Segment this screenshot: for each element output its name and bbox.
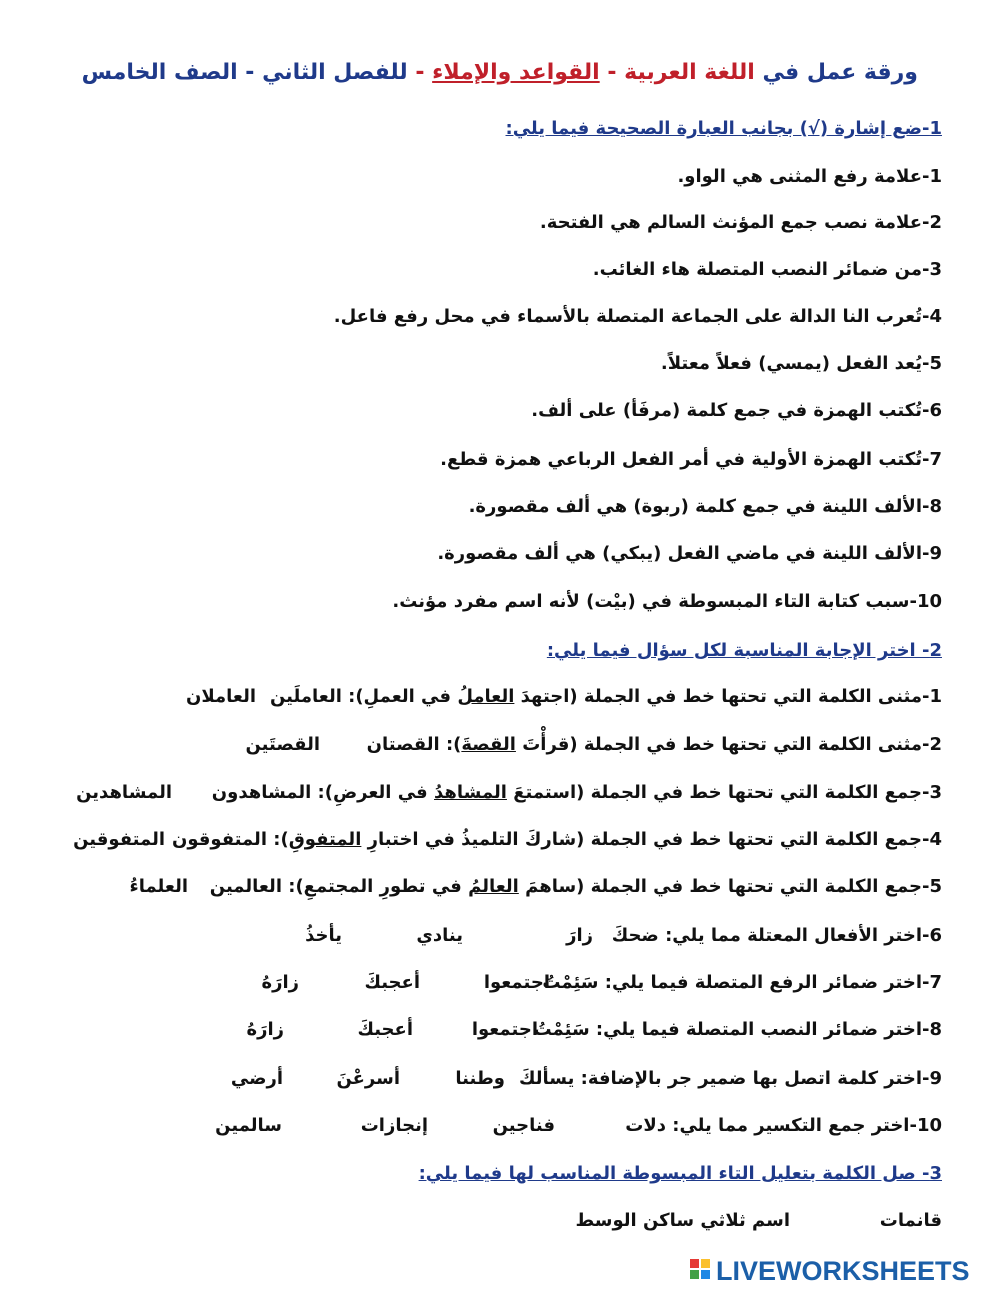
- s2-q4-pre: 4-جمع الكلمة التي تحتها خط في الجملة (شاركَ التلميذُ في اختبارِ: [361, 829, 942, 850]
- s2-q4-option[interactable]: المتفوقين: [73, 829, 165, 850]
- s2-q7-option-3[interactable]: زارَهُ: [261, 972, 299, 993]
- title-part-1: ورقة عمل في: [754, 60, 918, 85]
- s2-q4-post[interactable]: ): المتفوقون: [171, 829, 289, 850]
- liveworksheets-logo: [690, 1256, 990, 1286]
- title-separator-1: -: [599, 60, 625, 85]
- s2-q7-option-2[interactable]: أعجبكَ: [364, 972, 420, 993]
- s1-statement-7[interactable]: 7-تُكتب الهمزة الأولية في أمر الفعل الرباعي همزة قطع.: [440, 449, 942, 470]
- s2-question-3: [212, 782, 942, 803]
- s1-statement-6[interactable]: 6-تُكتب الهمزة في جمع كلمة (مرفَأ) على ألف.: [531, 400, 942, 421]
- section-1-heading: 1-ضع إشارة (√) بجانب العبارة الصحيحة فيما يلي:: [505, 118, 942, 139]
- s2-q9-option-1[interactable]: وطننا: [455, 1068, 505, 1089]
- s2-q10-option-2[interactable]: إنجازات: [360, 1115, 428, 1136]
- liveworksheets-logo-icon: [690, 1259, 712, 1283]
- s1-statement-10[interactable]: 10-سبب كتابة التاء المبسوطة في (بيْت) لأنه اسم مفرد مؤنث.: [392, 591, 942, 612]
- title-separator-2: -: [407, 60, 433, 85]
- s1-statement-2[interactable]: 2-علامة نصب جمع المؤنث السالم هي الفتحة.: [539, 212, 942, 233]
- worksheet-title: [82, 60, 918, 85]
- s2-q10-option-1[interactable]: فناجين: [492, 1115, 555, 1136]
- section-3-heading: 3- صل الكلمة بتعليل التاء المبسوطة المناسب لها فيما يلي:: [418, 1163, 942, 1184]
- s2-q8-option-2[interactable]: أعجبكَ: [357, 1019, 413, 1040]
- s2-q1-post[interactable]: في العملِ): العاملَين: [269, 686, 458, 707]
- s2-q4-underlined: المتفوقِ: [288, 829, 362, 850]
- liveworksheets-logo-text: LIVEWORKSHEETS: [716, 1255, 970, 1286]
- s3-reason[interactable]: اسم ثلاثي ساكن الوسط: [575, 1210, 790, 1231]
- s2-q3-option[interactable]: المشاهدين: [76, 782, 172, 803]
- s3-word[interactable]: قانمات: [879, 1210, 942, 1231]
- s2-q6-option-1[interactable]: زارَ: [566, 925, 593, 946]
- s2-q5-post[interactable]: في تطورِ المجتمعِ): العالمين: [209, 876, 469, 897]
- s2-q6-option-3[interactable]: يأخذُ: [305, 925, 342, 946]
- s2-q2-underlined: القصةَ: [461, 734, 516, 755]
- s2-q5-option[interactable]: العلماءُ: [129, 876, 188, 897]
- s1-statement-1[interactable]: 1-علامة رفع المثنى هي الواو.: [677, 166, 942, 187]
- s1-statement-3[interactable]: 3-من ضمائر النصب المتصلة هاء الغائب.: [592, 259, 942, 280]
- s1-statement-9[interactable]: 9-الألف اللينة في ماضي الفعل (يبكي) هي ألف مقصورة.: [437, 543, 942, 564]
- s1-statement-4[interactable]: 4-تُعرب النا الدالة على الجماعة المتصلة بالأسماء في محل رفع فاعل.: [333, 306, 942, 327]
- s1-statement-8[interactable]: 8-الألف اللينة في جمع كلمة (ربوة) هي ألف مقصورة.: [468, 496, 942, 517]
- s2-q7-option-1[interactable]: اجتمعوا: [483, 972, 550, 993]
- title-subject: اللغة العربية: [624, 60, 755, 85]
- s2-q5-pre: 5-جمع الكلمة التي تحتها خط في الجملة (ساهمَ: [518, 876, 942, 897]
- s2-q6-option-2[interactable]: ينادي: [416, 925, 463, 946]
- s2-q2-option[interactable]: القصتَين: [245, 734, 320, 755]
- s2-q8-option-1[interactable]: اجتمعوا: [471, 1019, 538, 1040]
- s2-question-10[interactable]: 10-اختر جمع التكسير مما يلي: دلات: [625, 1115, 942, 1136]
- s2-question-4: [172, 829, 942, 850]
- s2-q1-option[interactable]: العاملان: [185, 686, 256, 707]
- s2-q1-underlined: العاملُ: [457, 686, 515, 707]
- s2-q1-pre: 1-مثنى الكلمة التي تحتها خط في الجملة (اجتهدَ: [514, 686, 942, 707]
- s2-q2-pre: 2-مثنى الكلمة التي تحتها خط في الجملة (قرأْتَ: [515, 734, 942, 755]
- s2-q2-post[interactable]: ): القصتان: [366, 734, 462, 755]
- s2-q10-option-3[interactable]: سالمين: [215, 1115, 282, 1136]
- s2-question-2: [367, 734, 942, 755]
- s2-q3-post[interactable]: في العرضِ): المشاهدون: [211, 782, 434, 803]
- s2-question-9[interactable]: 9-اختر كلمة اتصل بها ضمير جر بالإضافة: يسألكَ: [519, 1068, 942, 1089]
- s2-q9-option-3[interactable]: أرضي: [230, 1068, 283, 1089]
- section-2-heading: 2- اختر الإجابة المناسبة لكل سؤال فيما يلي:: [546, 640, 942, 661]
- s2-question-6[interactable]: 6-اختر الأفعال المعتلة مما يلي: ضحكَ: [611, 925, 942, 946]
- s2-q9-option-2[interactable]: أسرعْنَ: [336, 1068, 400, 1089]
- s2-q3-underlined: المشاهدُ: [434, 782, 507, 803]
- s2-question-1: [270, 686, 942, 707]
- s2-q3-pre: 3-جمع الكلمة التي تحتها خط في الجملة (استمتعَ: [506, 782, 942, 803]
- s2-q5-underlined: العالمُ: [468, 876, 519, 897]
- s2-q8-option-3[interactable]: زارَهُ: [246, 1019, 284, 1040]
- s2-question-8[interactable]: 8-اختر ضمائر النصب المتصلة فيما يلي: سَئِمْتُ: [533, 1019, 942, 1040]
- s2-question-7[interactable]: 7-اختر ضمائر الرفع المتصلة فيما يلي: سَئِمْتُ: [542, 972, 942, 993]
- s1-statement-5[interactable]: 5-يُعد الفعل (يمسي) فعلاً معتلاً.: [660, 353, 942, 374]
- s2-question-5: [210, 876, 942, 897]
- title-grade: للفصل الثاني - الصف الخامس: [81, 60, 408, 85]
- title-topic: القواعد والإملاء: [432, 60, 600, 85]
